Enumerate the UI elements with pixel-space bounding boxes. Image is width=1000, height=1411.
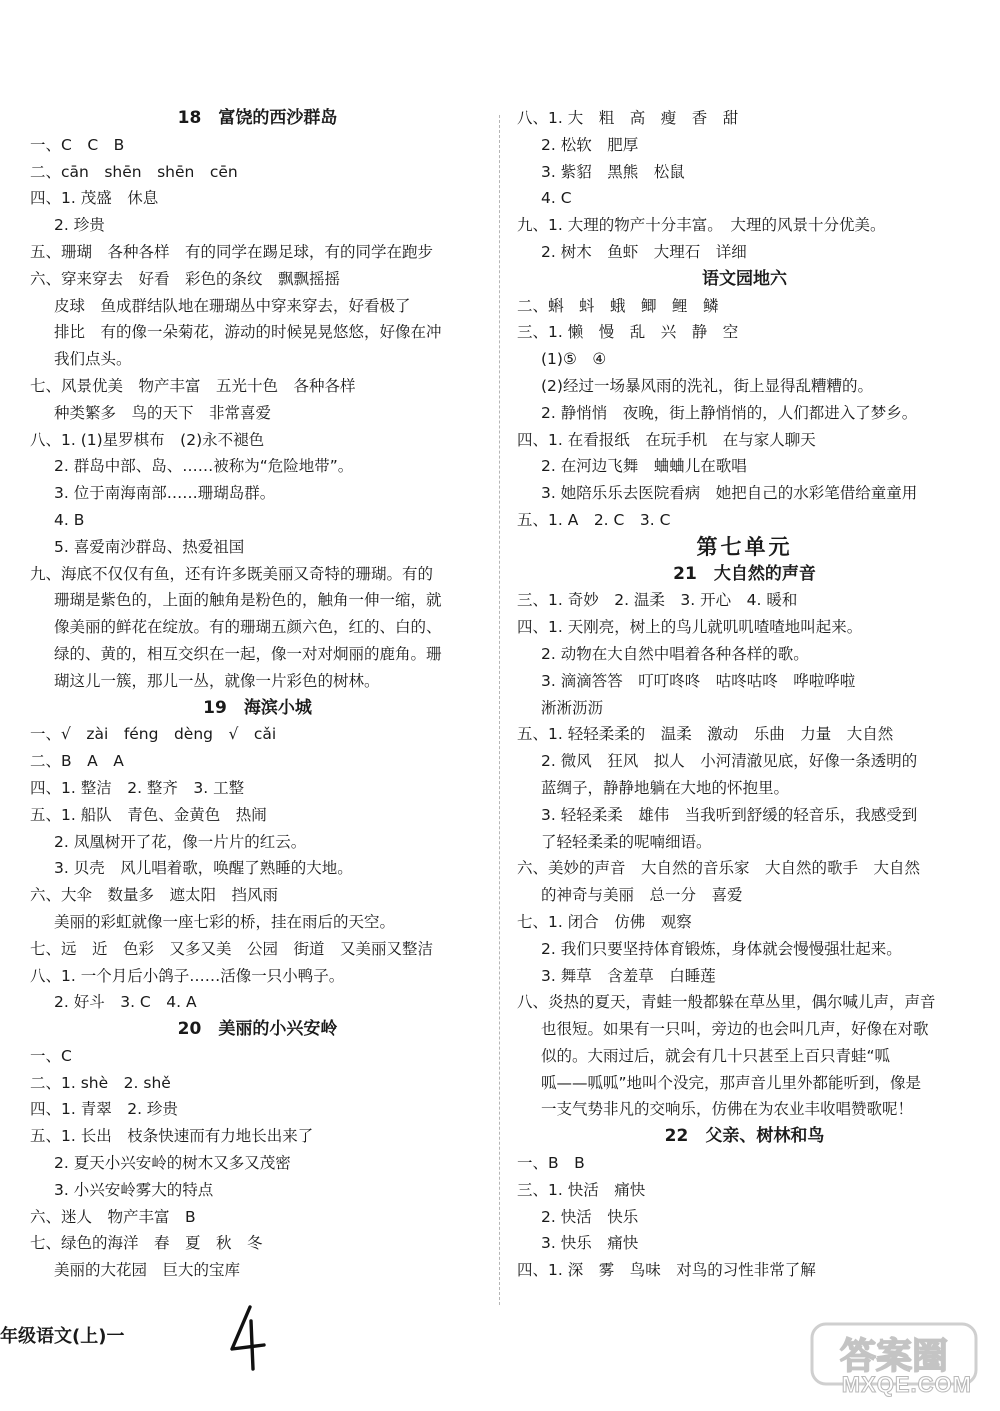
answer-line: 2. 凤凰树开了花，像一片片的红云。 bbox=[54, 832, 307, 851]
answer-line: (1)⑤ ④ bbox=[541, 350, 607, 369]
answer-line: 3. 快乐 痛快 bbox=[541, 1234, 639, 1253]
answer-line: 淅淅沥沥 bbox=[541, 698, 604, 717]
answer-line: 二、1. shè 2. shě bbox=[30, 1073, 171, 1092]
answer-line: 七、绿色的海洋 春 夏 秋 冬 bbox=[30, 1234, 263, 1253]
answer-line: 三、1. 懒 慢 乱 兴 静 空 bbox=[517, 323, 739, 342]
answer-line: 2. 动物在大自然中唱着各种各样的歌。 bbox=[541, 644, 809, 663]
answer-line: 2. 珍贵 bbox=[54, 216, 105, 235]
right-column bbox=[517, 105, 972, 1284]
answer-line: 3. 小兴安岭雾大的特点 bbox=[54, 1180, 214, 1199]
answer-line: 2. 微风 狂风 拟人 小河清澈见底，好像一条透明的 bbox=[541, 752, 918, 771]
answer-line: 五、1. A 2. C 3. C bbox=[517, 510, 671, 529]
answer-line: 一、B B bbox=[517, 1154, 585, 1173]
answer-line: 九、1. 大理的物产十分丰富。 大理的风景十分优美。 bbox=[517, 216, 886, 235]
answer-line: 2. 松软 肥厚 bbox=[541, 135, 639, 154]
answer-line: 八、炎热的夏天，青蛙一般都躲在草丛里，偶尔喊儿声，声音 bbox=[517, 993, 936, 1012]
answer-line: 2. 我们只要坚持体育锻炼，身体就会慢慢强壮起来。 bbox=[541, 939, 902, 958]
left-column bbox=[30, 105, 485, 1284]
answer-line: 3. 紫貂 黑熊 松鼠 bbox=[541, 162, 685, 181]
answer-line: 我们点头。 bbox=[54, 350, 132, 369]
unit-title: 第七单元 bbox=[696, 534, 793, 559]
answer-line: 4. C bbox=[541, 189, 572, 208]
page-footer: 年级语文(上)一 bbox=[0, 1326, 125, 1347]
answer-line: 五、1. 轻轻柔柔的 温柔 激动 乐曲 力量 大自然 bbox=[517, 725, 894, 744]
answer-line: 一、C bbox=[30, 1046, 72, 1065]
answer-line: 2. 在河边飞舞 蛐蛐儿在歌唱 bbox=[541, 457, 747, 476]
answer-line: 呱——呱呱”地叫个没完，那声音儿里外都能听到，像是 bbox=[541, 1073, 922, 1092]
answer-line: 七、1. 闭合 仿佛 观察 bbox=[517, 912, 692, 931]
answer-line: (2)经过一场暴风雨的洗礼，街上显得乱糟糟的。 bbox=[541, 376, 873, 395]
answer-line: 美丽的大花园 巨大的宝库 bbox=[54, 1261, 241, 1280]
answer-line: 也很短。如果有一只叫，旁边的也会叫几声，好像在对歌 bbox=[541, 1020, 929, 1039]
answer-line: 3. 舞草 含羞草 白睡莲 bbox=[541, 966, 716, 985]
answer-line: 六、穿来穿去 好看 彩色的条纹 飘飘摇摇 bbox=[30, 269, 341, 288]
answer-line: 的神奇与美丽 总一分 喜爱 bbox=[541, 886, 743, 905]
section-title: 18 富饶的西沙群岛 bbox=[177, 108, 338, 128]
answer-line: 四、1. 青翠 2. 珍贵 bbox=[30, 1100, 178, 1119]
answer-line: 六、大伞 数量多 遮太阳 挡风雨 bbox=[30, 886, 279, 905]
column-divider bbox=[499, 115, 500, 1305]
answer-line: 皮球 鱼成群结队地在珊瑚丛中穿来穿去，好看极了 bbox=[54, 296, 411, 315]
answer-line: 绿的、黄的，相互交织在一起，像一对对炯丽的鹿角。珊 bbox=[54, 644, 442, 663]
answer-line: 五、1. 船队 青色、金黄色 热闹 bbox=[30, 805, 267, 824]
answer-line: 一支气势非凡的交响乐，仿佛在为农业丰收唱赞歌呢！ bbox=[541, 1100, 914, 1119]
answer-line: 八、1. 大 粗 高 瘦 香 甜 bbox=[517, 109, 739, 127]
answer-line: 三、1. 奇妙 2. 温柔 3. 开心 4. 暖和 bbox=[517, 591, 798, 610]
section-title: 19 海滨小城 bbox=[203, 697, 312, 718]
answer-line: 2. 夏天小兴安岭的树木又多又茂密 bbox=[54, 1154, 291, 1173]
answer-line: 2. 快活 快乐 bbox=[541, 1207, 639, 1226]
answer-line: 四、1. 天刚亮，树上的鸟儿就叽叽喳喳地叫起来。 bbox=[517, 618, 863, 637]
answer-line: 似的。大雨过后，就会有几十只甚至上百只青蛙“呱 bbox=[541, 1046, 891, 1065]
handwritten-page-number bbox=[226, 1303, 268, 1371]
answer-line: 二、B A A bbox=[30, 752, 124, 771]
watermark-logo-text: 答案圈 bbox=[839, 1336, 949, 1377]
answer-line: 了轻轻柔柔的呢喃细语。 bbox=[541, 832, 712, 851]
answer-line: 二、蝌 蚪 蛾 鲫 鲤 鳞 bbox=[517, 296, 719, 315]
answer-line: 排比 有的像一朵菊花，游动的时候晃晃悠悠，好像在冲 bbox=[54, 323, 442, 342]
answer-line: 二、cān shēn shēn cēn bbox=[30, 162, 238, 181]
section-title: 20 美丽的小兴安岭 bbox=[177, 1019, 338, 1040]
answer-line: 像美丽的鲜花在绽放。有的珊瑚五颜六色，红的、白的、 bbox=[54, 618, 442, 637]
answer-line: 六、美妙的声音 大自然的音乐家 大自然的歌手 大自然 bbox=[517, 859, 921, 878]
answer-line: 3. 她陪乐乐去医院看病 她把自己的水彩笔借给童童用 bbox=[541, 484, 918, 503]
answer-line: 2. 树木 鱼虾 大理石 详细 bbox=[541, 242, 747, 261]
answer-line: 四、1. 深 雾 鸟味 对鸟的习性非常了解 bbox=[517, 1261, 816, 1280]
answer-line: 七、远 近 色彩 又多又美 公园 街道 又美丽又整洁 bbox=[30, 939, 434, 958]
section-title: 语文园地六 bbox=[702, 268, 787, 289]
answer-line: 四、1. 茂盛 休息 bbox=[30, 189, 159, 208]
answer-line: 3. 贝壳 风儿唱着歌，唤醒了熟睡的大地。 bbox=[54, 859, 353, 878]
watermark-url: MXQE.COM bbox=[841, 1372, 972, 1397]
section-title: 22 父亲、树林和鸟 bbox=[664, 1126, 825, 1147]
answer-line: 九、海底不仅仅有鱼，还有许多既美丽又奇特的珊瑚。有的 bbox=[30, 564, 434, 583]
answer-line: 四、1. 在看报纸 在玩手机 在与家人聊天 bbox=[517, 430, 816, 449]
answer-line: 3. 位于南海南部……珊瑚岛群。 bbox=[54, 484, 276, 503]
answer-line: 美丽的彩虹就像一座七彩的桥，挂在雨后的天空。 bbox=[54, 912, 396, 931]
answer-line: 一、C C B bbox=[30, 135, 125, 154]
answer-line: 珊瑚是紫色的，上面的触角是粉色的，触角一伸一缩，就 bbox=[54, 591, 442, 610]
answer-line: 3. 轻轻柔柔 雄伟 当我听到舒缓的轻音乐，我感受到 bbox=[541, 805, 918, 824]
answer-line: 2. 好斗 3. C 4. A bbox=[54, 993, 197, 1012]
answer-line: 八、1. 一个月后小鸽子……活像一只小鸭子。 bbox=[30, 966, 345, 985]
answer-line: 一、√ zài féng dèng √ cǎi bbox=[30, 725, 277, 744]
answer-line: 七、风景优美 物产丰富 五光十色 各种各样 bbox=[30, 376, 356, 395]
answer-line: 蓝绸子，静静地躺在大地的怀抱里。 bbox=[541, 778, 790, 797]
answer-line: 六、迷人 物产丰富 B bbox=[30, 1207, 196, 1226]
answer-line: 五、珊瑚 各种各样 有的同学在踢足球，有的同学在跑步 bbox=[30, 242, 434, 261]
answer-line: 种类繁多 鸟的天下 非常喜爱 bbox=[54, 403, 272, 422]
answer-line: 3. 滴滴答答 叮叮咚咚 咕咚咕咚 哗啦哗啦 bbox=[541, 671, 856, 690]
answer-line: 八、1. (1)星罗棋布 (2)永不褪色 bbox=[30, 430, 265, 449]
answer-line: 四、1. 整洁 2. 整齐 3. 工整 bbox=[30, 778, 245, 797]
answer-line: 五、1. 长出 枝条快速而有力地长出来了 bbox=[30, 1127, 314, 1146]
answer-line: 三、1. 快活 痛快 bbox=[517, 1180, 646, 1199]
section-title: 21 大自然的声音 bbox=[673, 563, 816, 584]
answer-line: 2. 静悄悄 夜晚，街上静悄悄的，人们都进入了梦乡。 bbox=[541, 403, 918, 422]
answer-line: 瑚这儿一簇，那儿一丛，就像一片彩色的树林。 bbox=[54, 671, 380, 690]
answer-line: 5. 喜爱南沙群岛、热爱祖国 bbox=[54, 537, 245, 556]
answer-line: 4. B bbox=[54, 510, 85, 529]
answer-line: 2. 群岛中部、岛、……被称为“危险地带”。 bbox=[54, 457, 354, 476]
